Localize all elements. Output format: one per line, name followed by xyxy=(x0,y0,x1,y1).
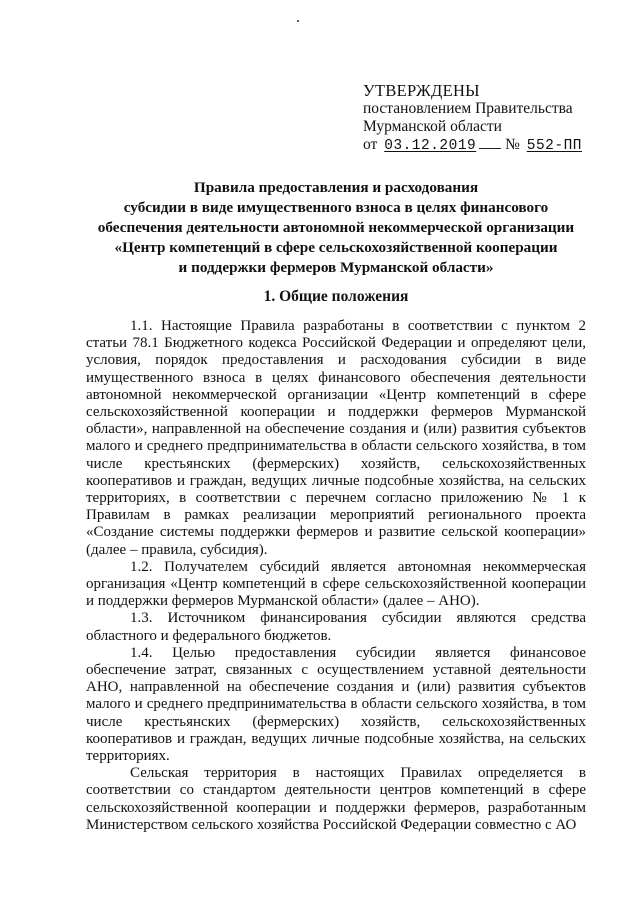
approval-line-1: постановлением Правительства xyxy=(363,100,573,117)
document-body xyxy=(86,318,586,834)
paragraph-1-2: 1.2. Получателем субсидий является автономная некоммерческая организация «Центр компетенций в сфере сельскохозяйственной кооперации и поддержки фермеров Мурманской области» (далее – АНО). xyxy=(86,558,586,610)
paragraph-1-1: 1.1. Настоящие Правила разработаны в соответствии с пунктом 2 статьи 78.1 Бюджетного кодекса Российской Федерации и определяют цели, условия, порядок предоставления и расходования субсидии в виде имущественного взноса в целях финансового обеспечения деятельности автономной некоммерческой организации «Центр компетенций в сфере сельскохозяйственной кооперации и поддержки фермеров Мурманской области», направленной на обеспечение создания и (или) развития субъектов малого и среднего предпринимательства в области сельского хозяйства, в том числе крестьянских (фермерских) хозяйств, сельскохозяйственных кооперативов и граждан, ведущих личные подсобные хозяйства, на сельских территориях, в соответствии с перечнем согласно приложению № 1 к Правилам в рамках реализации мероприятий регионального проекта «Создание системы поддержки фермеров и развитие сельской кооперации» (далее – правила, субсидия). xyxy=(86,318,586,558)
approval-date-number-line xyxy=(363,136,585,155)
paragraph-rural-territory: Сельская территория в настоящих Правилах определяется в соответствии со стандартом деятельности центров компетенций в сфере сельскохозяйственной кооперации и поддержки фермеров, разработанным Министерством сельского хозяйства Российской Федерации совместно с АО xyxy=(86,765,586,833)
scan-speck xyxy=(297,20,299,22)
approval-date: 03.12.2019 xyxy=(384,138,477,154)
paragraph-1-4: 1.4. Целью предоставления субсидии является финансовое обеспечение затрат, связанных с осуществлением уставной деятельности АНО, направленной на обеспечение создания и (или) развития субъектов малого и среднего предпринимательства в области сельского хозяйства, в том числе крестьянских (фермерских) хозяйств, сельскохозяйственных кооперативов и граждан, ведущих личные подсобные хозяйства, на сельских территориях. xyxy=(86,644,586,765)
number-label: № xyxy=(505,136,520,153)
approval-stamp xyxy=(363,82,585,155)
title-line-5: и поддержки фермеров Мурманской области» xyxy=(178,259,494,276)
title-line-1: Правила предоставления и расходования xyxy=(193,179,479,196)
approval-line-2: Мурманской области xyxy=(363,118,502,135)
title-line-2: субсидии в виде имущественного взноса в целях финансового xyxy=(123,199,549,216)
section-heading: 1. Общие положения xyxy=(263,288,409,305)
title-line-3: обеспечения деятельности автономной некоммерческой организации xyxy=(97,219,575,236)
approval-title: УТВЕРЖДЕНЫ xyxy=(363,81,480,100)
title-line-4: «Центр компетенций в сфере сельскохозяйственной кооперации xyxy=(114,239,558,256)
document-title xyxy=(86,178,586,278)
approval-number: 552-ПП xyxy=(526,138,582,154)
from-label: от xyxy=(363,136,378,153)
paragraph-1-3: 1.3. Источником финансирования субсидии являются средства областного и федерального бюджетов. xyxy=(86,610,586,644)
date-underline xyxy=(479,148,501,149)
